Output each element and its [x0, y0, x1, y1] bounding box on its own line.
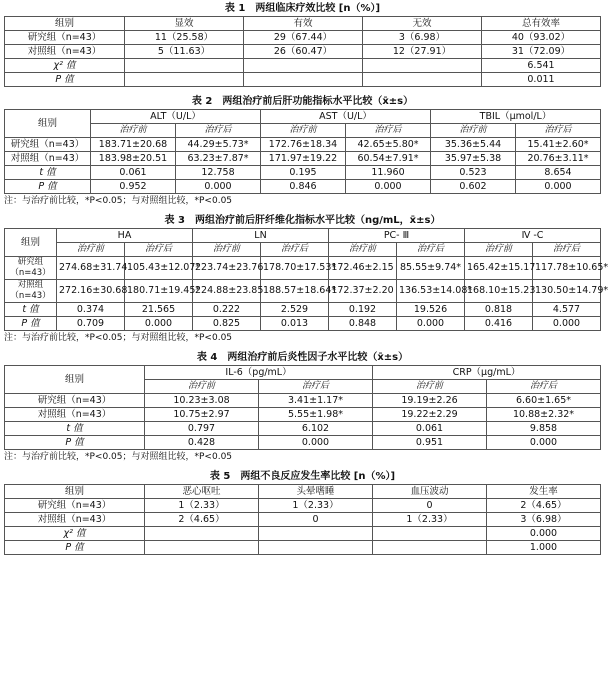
t4-sub-header: 治疗前: [373, 380, 487, 394]
t3-cell: 0.374: [57, 303, 125, 317]
t3-cell: 188.57±18.64*: [261, 280, 329, 303]
t1-cell: 29（67.44）: [244, 31, 363, 45]
t4-cell: 9.858: [487, 422, 601, 436]
t1-cell: 11（25.58）: [125, 31, 244, 45]
t4-cell: 6.60±1.65*: [487, 394, 601, 408]
t4-cell: 5.55±1.98*: [259, 408, 373, 422]
t5-header-cell: 头晕嗜睡: [259, 485, 373, 499]
t4-cell: 0.428: [145, 436, 259, 450]
t5-header-cell: 组别: [5, 485, 145, 499]
t4-header-cell: 组别: [5, 366, 145, 394]
t4-cell: 19.19±2.26: [373, 394, 487, 408]
table-row: [5, 257, 601, 280]
t3-cell: t 值: [5, 303, 57, 317]
t4-cell: 3.41±1.17*: [259, 394, 373, 408]
t4-cell: 0.000: [487, 436, 601, 450]
t2-group-header: AST（U/L）: [261, 110, 431, 124]
t2-cell: t 值: [5, 166, 91, 180]
table-row: [5, 138, 601, 152]
t1-cell: 对照组（n=43）: [5, 45, 125, 59]
t1-cell: [125, 73, 244, 87]
table2-note: 注：与治疗前比较，*P<0.05；与对照组比较，*P<0.05: [4, 196, 233, 206]
t2-cell: 35.36±5.44: [431, 138, 516, 152]
t5-header-cell: 恶心呕吐: [145, 485, 259, 499]
t2-cell: 8.654: [516, 166, 601, 180]
t3-cell: 224.88±23.85: [193, 280, 261, 303]
t2-cell: 20.76±3.11*: [516, 152, 601, 166]
t3-cell: 136.53±14.08*: [397, 280, 465, 303]
t2-cell: 183.98±20.51: [91, 152, 176, 166]
t4-cell: 0.797: [145, 422, 259, 436]
table-row: [5, 180, 601, 194]
t3-group-header: PC- Ⅲ: [329, 229, 465, 243]
t5-cell: 1（2.33）: [259, 499, 373, 513]
t3-cell: 0.825: [193, 317, 261, 331]
t2-cell: 0.602: [431, 180, 516, 194]
t3-cell: 178.70±17.53*: [261, 257, 329, 280]
t4-cell: 10.23±3.08: [145, 394, 259, 408]
t3-header-cell: 组别: [5, 229, 57, 257]
t3-sub-header: 治疗前: [329, 243, 397, 257]
t1-header-cell: 无效: [363, 17, 482, 31]
t2-cell: 0.195: [261, 166, 346, 180]
t4-cell: 10.88±2.32*: [487, 408, 601, 422]
t2-cell: 35.97±5.38: [431, 152, 516, 166]
t3-sub-header: 治疗前: [57, 243, 125, 257]
t3-cell: 172.46±2.15: [329, 257, 397, 280]
t1-header-cell: 显效: [125, 17, 244, 31]
t3-cell: 130.50±14.79*: [533, 280, 601, 303]
table-row: [5, 152, 601, 166]
table-row: [5, 394, 601, 408]
table-row: [5, 317, 601, 331]
t2-cell: 44.29±5.73*: [176, 138, 261, 152]
t1-cell: P 值: [5, 73, 125, 87]
table-row: [5, 31, 601, 45]
t3-cell: 0.709: [57, 317, 125, 331]
t3-cell: 对照组（n=43）: [5, 280, 57, 303]
t2-cell: 11.960: [346, 166, 431, 180]
t3-cell: 0.013: [261, 317, 329, 331]
t1-cell: 26（60.47）: [244, 45, 363, 59]
t3-cell: 0.000: [533, 317, 601, 331]
t1-cell: [244, 59, 363, 73]
t3-cell: 21.565: [125, 303, 193, 317]
table-row: [5, 527, 601, 541]
t2-cell: 0.952: [91, 180, 176, 194]
t2-group-header: ALT（U/L）: [91, 110, 261, 124]
table-row: [5, 541, 601, 555]
table-row: [5, 513, 601, 527]
t3-group-header: HA: [57, 229, 193, 243]
t3-sub-header: 治疗前: [465, 243, 533, 257]
t5-cell: χ² 值: [5, 527, 145, 541]
t4-cell: 0.061: [373, 422, 487, 436]
t5-cell: 1（2.33）: [145, 499, 259, 513]
t2-cell: 0.000: [346, 180, 431, 194]
t3-cell: 0.222: [193, 303, 261, 317]
t2-cell: 42.65±5.80*: [346, 138, 431, 152]
table2: [4, 109, 601, 194]
t2-header-cell: 组别: [5, 110, 91, 138]
t1-header-cell: 总有效率: [482, 17, 601, 31]
t2-sub-header: 治疗后: [346, 124, 431, 138]
t2-sub-header: 治疗前: [91, 124, 176, 138]
t3-cell: 研究组（n=43）: [5, 257, 57, 280]
t3-cell: 85.55±9.74*: [397, 257, 465, 280]
t3-cell: 172.37±2.20: [329, 280, 397, 303]
table3-caption: 表 3 两组治疗前后肝纤维化指标水平比较（ng/mL，x̄±s）: [164, 215, 441, 226]
t3-cell: 0.416: [465, 317, 533, 331]
t4-sub-header: 治疗后: [259, 380, 373, 394]
t5-cell: P 值: [5, 541, 145, 555]
t2-group-header: TBIL（μmol/L）: [431, 110, 601, 124]
table-row: [5, 422, 601, 436]
t2-cell: 172.76±18.34: [261, 138, 346, 152]
t1-cell: 6.541: [482, 59, 601, 73]
t1-header-cell: 组别: [5, 17, 125, 31]
t2-sub-header: 治疗后: [516, 124, 601, 138]
t3-cell: 0.818: [465, 303, 533, 317]
t3-cell: 165.42±15.17: [465, 257, 533, 280]
t1-header-cell: 有效: [244, 17, 363, 31]
t3-cell: 0.000: [397, 317, 465, 331]
t2-sub-header: 治疗前: [431, 124, 516, 138]
t5-cell: 0.000: [487, 527, 601, 541]
table-row: [5, 436, 601, 450]
t2-cell: 对照组（n=43）: [5, 152, 91, 166]
t1-cell: [363, 59, 482, 73]
table2-caption: 表 2 两组治疗前后肝功能指标水平比较（x̄±s）: [191, 96, 414, 107]
table3: [4, 228, 608, 331]
t2-cell: 0.000: [176, 180, 261, 194]
t3-cell: 0.192: [329, 303, 397, 317]
t3-group-header: LN: [193, 229, 329, 243]
table4-caption: 表 4 两组治疗前后炎性因子水平比较（x̄±s）: [196, 352, 409, 363]
table4: [4, 365, 601, 450]
t3-cell: 2.529: [261, 303, 329, 317]
t4-sub-header: 治疗前: [145, 380, 259, 394]
t4-cell: 0.951: [373, 436, 487, 450]
t5-cell: 1.000: [487, 541, 601, 555]
t3-sub-header: 治疗后: [125, 243, 193, 257]
t2-sub-header: 治疗前: [261, 124, 346, 138]
t4-sub-header: 治疗后: [487, 380, 601, 394]
t5-cell: [259, 527, 373, 541]
t2-cell: P 值: [5, 180, 91, 194]
table5: [4, 484, 601, 555]
t4-cell: 研究组（n=43）: [5, 394, 145, 408]
t2-cell: 0.523: [431, 166, 516, 180]
t3-cell: 272.16±30.68: [57, 280, 125, 303]
table1: [4, 16, 601, 87]
t2-sub-header: 治疗后: [176, 124, 261, 138]
t5-cell: 3（6.98）: [487, 513, 601, 527]
table1-caption: 表 1 两组临床疗效比较 [n（%）]: [224, 3, 381, 14]
table-row: [5, 166, 601, 180]
t2-cell: 15.41±2.60*: [516, 138, 601, 152]
t2-cell: 60.54±7.91*: [346, 152, 431, 166]
t5-header-cell: 发生率: [487, 485, 601, 499]
t2-cell: 0.000: [516, 180, 601, 194]
t1-cell: 研究组（n=43）: [5, 31, 125, 45]
t2-cell: 12.758: [176, 166, 261, 180]
t2-cell: 63.23±7.87*: [176, 152, 261, 166]
t5-header-cell: 血压波动: [373, 485, 487, 499]
t4-cell: 10.75±2.97: [145, 408, 259, 422]
table5-caption: 表 5 两组不良反应发生率比较 [n（%）]: [209, 471, 396, 482]
t5-cell: [259, 541, 373, 555]
table-row: [5, 499, 601, 513]
t5-cell: 0: [259, 513, 373, 527]
t1-cell: [244, 73, 363, 87]
t3-cell: 168.10±15.23: [465, 280, 533, 303]
t3-cell: 180.71±19.45*: [125, 280, 193, 303]
t4-group-header: CRP（μg/mL）: [373, 366, 601, 380]
t4-cell: 19.22±2.29: [373, 408, 487, 422]
table-row: [5, 59, 601, 73]
t1-cell: χ² 值: [5, 59, 125, 73]
t5-cell: [145, 527, 259, 541]
t4-cell: 6.102: [259, 422, 373, 436]
t3-cell: 117.78±10.65*: [533, 257, 601, 280]
t2-cell: 171.97±19.22: [261, 152, 346, 166]
t1-cell: [363, 73, 482, 87]
t1-cell: 0.011: [482, 73, 601, 87]
t3-group-header: Ⅳ -C: [465, 229, 601, 243]
t4-cell: 0.000: [259, 436, 373, 450]
t5-cell: 2（4.65）: [487, 499, 601, 513]
t3-sub-header: 治疗前: [193, 243, 261, 257]
t1-cell: [125, 59, 244, 73]
t5-cell: 对照组（n=43）: [5, 513, 145, 527]
table-row: [5, 73, 601, 87]
table-row: [5, 45, 601, 59]
table3-note: 注：与治疗前比较，*P<0.05；与对照组比较，*P<0.05: [4, 333, 233, 343]
t1-cell: 31（72.09）: [482, 45, 601, 59]
t4-group-header: IL-6（pg/mL）: [145, 366, 373, 380]
t3-cell: P 值: [5, 317, 57, 331]
table-row: [5, 303, 601, 317]
t2-cell: 0.846: [261, 180, 346, 194]
t5-cell: 研究组（n=43）: [5, 499, 145, 513]
t4-cell: 对照组（n=43）: [5, 408, 145, 422]
t5-cell: [145, 541, 259, 555]
t3-cell: 4.577: [533, 303, 601, 317]
t5-cell: 1（2.33）: [373, 513, 487, 527]
t3-cell: 274.68±31.74: [57, 257, 125, 280]
table4-note: 注：与治疗前比较，*P<0.05；与对照组比较，*P<0.05: [4, 452, 233, 462]
t1-cell: 40（93.02）: [482, 31, 601, 45]
t2-cell: 研究组（n=43）: [5, 138, 91, 152]
t5-cell: [373, 527, 487, 541]
t5-cell: [373, 541, 487, 555]
t3-sub-header: 治疗后: [533, 243, 601, 257]
t1-cell: 3（6.98）: [363, 31, 482, 45]
t3-cell: 19.526: [397, 303, 465, 317]
t3-cell: 105.43±12.07*: [125, 257, 193, 280]
t2-cell: 183.71±20.68: [91, 138, 176, 152]
t5-cell: 0: [373, 499, 487, 513]
t3-sub-header: 治疗后: [397, 243, 465, 257]
t1-cell: 5（11.63）: [125, 45, 244, 59]
t3-cell: 0.000: [125, 317, 193, 331]
t5-cell: 2（4.65）: [145, 513, 259, 527]
t2-cell: 0.061: [91, 166, 176, 180]
t3-sub-header: 治疗后: [261, 243, 329, 257]
t4-cell: P 值: [5, 436, 145, 450]
table-row: [5, 408, 601, 422]
table-row: [5, 280, 601, 303]
t3-cell: 0.848: [329, 317, 397, 331]
t3-cell: 223.74±23.76: [193, 257, 261, 280]
t1-cell: 12（27.91）: [363, 45, 482, 59]
t4-cell: t 值: [5, 422, 145, 436]
